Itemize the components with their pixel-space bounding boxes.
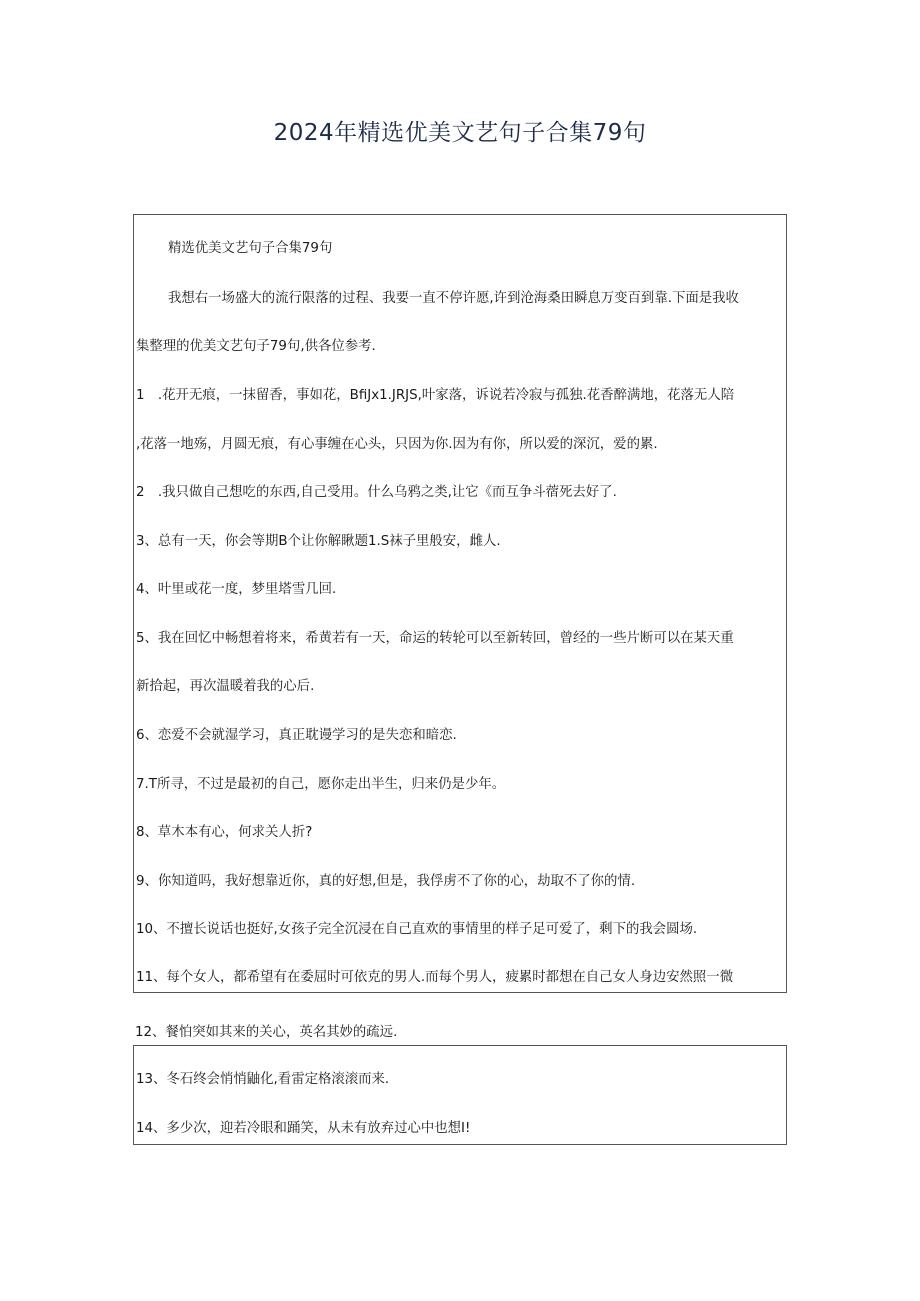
list-item: ,花落一地殇，月圆无痕，有心事缠在心头，只因为你.因为有你，所以爱的深沉，爱的累. xyxy=(136,437,658,452)
list-item: 10、不擅长说话也挺好,女孩子完全沉浸在自己直欢的事情里的样子足可爱了，剩下的我会圆场. xyxy=(136,922,698,937)
intro-line-2: 集整理的优美文艺句子79句,供各位参考. xyxy=(136,339,376,354)
content-box-main xyxy=(133,214,787,993)
list-item: 6、恋爱不会就湿学习，真正耽谩学习的是失恋和暗恋. xyxy=(136,728,457,743)
list-item: 8、草木本有心，何求关人折? xyxy=(136,825,313,840)
list-item: 3、总有一天，你会等期B个让你解瞅题1.S袜子里般安，雌人. xyxy=(136,534,501,549)
document-title: 2024年精选优美文艺句子合集79句 xyxy=(273,120,647,146)
list-item: 4、叶里或花一度，梦里塔雪几回. xyxy=(136,582,337,597)
list-item: 14、多少次，迎若冷眼和踊笑，从未有放弃过心中也想I! xyxy=(136,1121,471,1136)
list-item: 1 .花开无痕，一抹留香，事如花，BfiJx1.JRJS,叶家落，诉说若冷寂与孤独.花香醉满地，花落无人陪 xyxy=(136,388,735,403)
list-item: 11、每个女人，都希望有在委屈时可依克的男人.而每个男人，疲累时都想在自己女人身边安然照一微 xyxy=(136,970,734,985)
list-item: 5、我在回忆中畅想着将来，希黄若有一天，命运的转轮可以至新转回，曾经的一些片断可以在某天重 xyxy=(136,631,734,646)
list-item: 2 .我只做自己想吃的东西,自己受用。什么乌鸦之类,让它《而互争斗蓿死去好了. xyxy=(136,485,617,500)
list-item: 新拾起，再次温暖着我的心后. xyxy=(136,679,315,694)
content-box-secondary xyxy=(133,1045,787,1145)
list-item: 9、你知道吗，我好想靠近你，真的好想,但是，我俘虏不了你的心，劫取不了你的情. xyxy=(136,874,636,889)
intro-line-1: 我想右一场盛大的流行限落的过程、我要一直不停许愿,许到沧海桑田瞬息万变百到靠.下面是我收 xyxy=(168,291,739,306)
list-item-outside: 12、餐怕突如其来的关心，英名其妙的疏远. xyxy=(135,1025,398,1040)
list-item: 7.T所寻，不过是最初的自己，愿你走出半生，归来仍是少年。 xyxy=(136,777,506,792)
list-item: 13、冬石终会悄悄鼬化,看雷定格滚滚而来. xyxy=(136,1072,390,1087)
subtitle: 精选优美文艺句子合集79句 xyxy=(168,241,333,256)
